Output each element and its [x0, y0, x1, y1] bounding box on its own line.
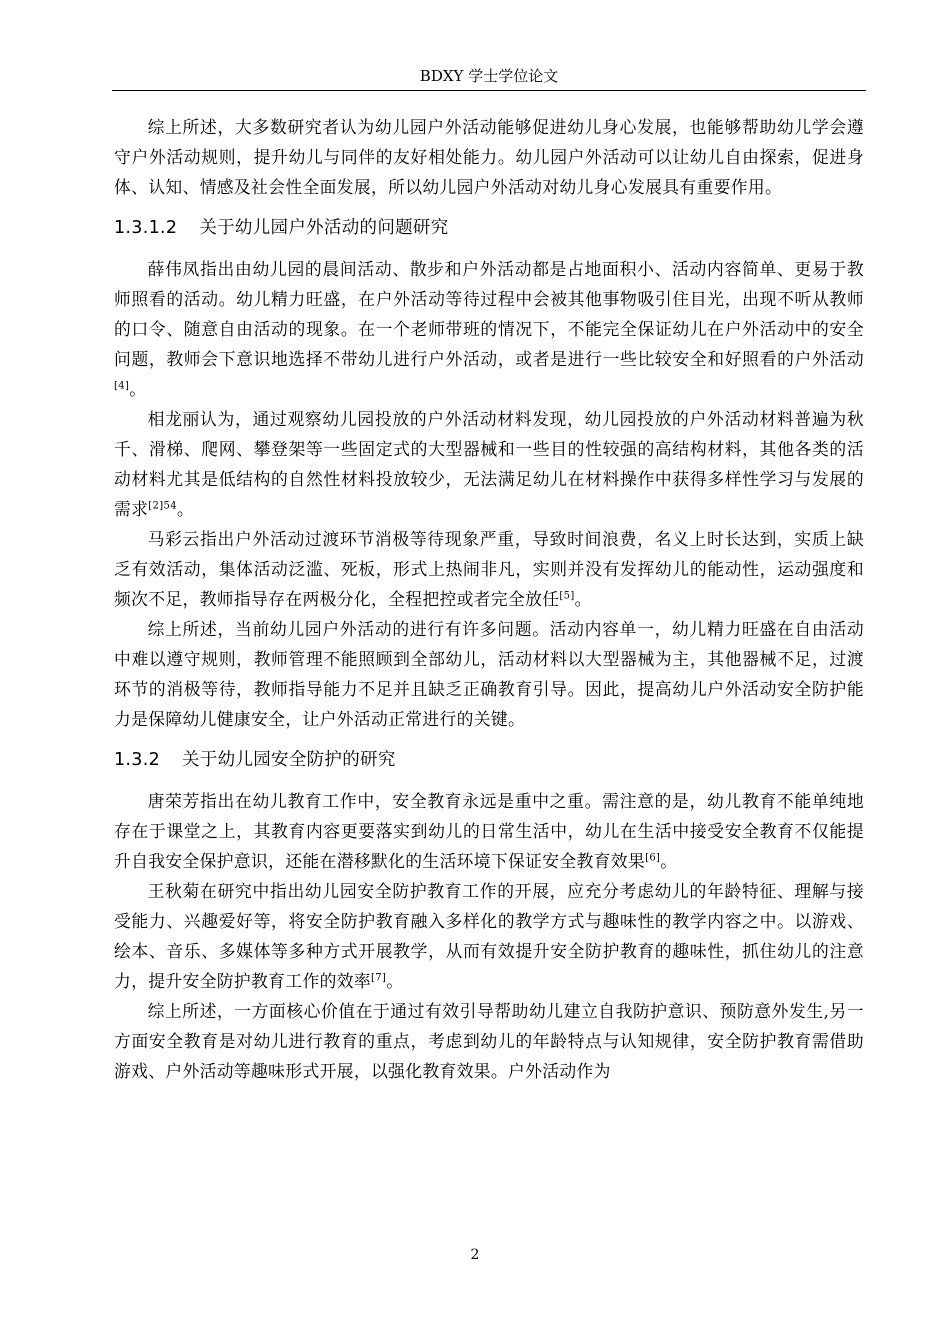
paragraph-end: 。 [574, 589, 592, 609]
section-number: 1.3.1.2 [114, 218, 178, 238]
paragraph-text: 马彩云指出户外活动过渡环节消极等待现象严重，导致时间浪费，名义上时长达到，实质上缺乏有效活动，集体活动泛滥、死板，形式上热闹非凡，实则并没有发挥幼儿的能动性，运动强度和频次不足，教师指导存在两极分化，全程把控或者完全放任 [114, 529, 864, 609]
paragraph-end: 。 [129, 379, 147, 399]
paragraph-text: 王秋菊在研究中指出幼儿园安全防护教育工作的开展，应充分考虑幼儿的年龄特征、理解与接受能力、兴趣爱好等，将安全防护教育融入多样化的教学方式与趣味性的教学内容之中。以游戏、绘本、音乐、多媒体等多种方式开展教学，从而有效提升安全防护教育的趣味性，抓住幼儿的注意力，提升安全防护教育工作的效率 [114, 881, 864, 991]
paragraph-end: 。 [386, 971, 404, 991]
page-body [114, 112, 864, 1086]
paragraph-end: 。 [660, 851, 678, 871]
citation-ref: [5] [559, 590, 575, 602]
paragraph-ma [114, 524, 864, 614]
section-heading-1-3-1-2 [114, 213, 864, 243]
paragraph-wang [114, 876, 864, 996]
paragraph-text: 唐荣芳指出在幼儿教育工作中，安全教育永远是重中之重。需注意的是，幼儿教育不能单纯地存在于课堂之上，其教育内容更要落实到幼儿的日常生活中，幼儿在生活中接受安全教育不仅能提升自我安全保护意识，还能在潜移默化的生活环境下保证安全教育效果 [114, 791, 864, 871]
citation-ref: [4] [114, 380, 130, 392]
paragraph-xiang [114, 404, 864, 524]
paragraph-summary-2: 综上所述，当前幼儿园户外活动的进行有许多问题。活动内容单一，幼儿精力旺盛在自由活动中难以遵守规则，教师管理不能照顾到全部幼儿，活动材料以大型器械为主，其他器械不足，过渡环节的消极等待，教师指导能力不足并且缺乏正确教育引导。因此，提高幼儿户外活动安全防护能力是保障幼儿健康安全，让户外活动正常进行的关键。 [114, 619, 864, 729]
section-heading-1-3-2 [114, 745, 864, 775]
running-header: BDXY 学士学位论文 [419, 67, 559, 85]
paragraph-summary-3: 综上所述，一方面核心价值在于通过有效引导帮助幼儿建立自我防护意识、预防意外发生,另一方面安全教育是对幼儿进行教育的重点，考虑到幼儿的年龄特点与认知规律，安全防护教育需借助游戏、户外活动等趣味形式开展，以强化教育效果。户外活动作为 [114, 1001, 864, 1081]
paragraph-end: 。 [176, 499, 195, 519]
section-title: 关于幼儿园安全防护的研究 [182, 750, 396, 770]
paragraph-text: 相龙丽认为，通过观察幼儿园投放的户外活动材料发现，幼儿园投放的户外活动材料普遍为秋千、滑梯、爬网、攀登架等一些固定式的大型器械和一些目的性较强的高结构材料，其他各类的活动材料尤其是低结构的自然性材料投放较少，无法满足幼儿在材料操作中获得多样性学习与发展的需求 [114, 409, 864, 519]
header-divider [112, 90, 866, 91]
paragraph-tang [114, 786, 864, 876]
paragraph-xue [114, 254, 864, 404]
paragraph-text: 薛伟凤指出由幼儿园的晨间活动、散步和户外活动都是占地面积小、活动内容简单、更易于教师照看的活动。幼儿精力旺盛，在户外活动等待过程中会被其他事物吸引住目光，出现不听从教师的口令、随意自由活动的现象。在一个老师带班的情况下，不能完全保证幼儿在户外活动中的安全问题，教师会下意识地选择不带幼儿进行户外活动，或者是进行一些比较安全和好照看的户外活动 [114, 259, 864, 369]
page-number: 2 [470, 1247, 480, 1263]
paragraph-summary-1: 综上所述，大多数研究者认为幼儿园户外活动能够促进幼儿身心发展，也能够帮助幼儿学会遵守户外活动规则，提升幼儿与同伴的友好相处能力。幼儿园户外活动可以让幼儿自由探索，促进身体、认知、情感及社会性全面发展，所以幼儿园户外活动对幼儿身心发展具有重要作用。 [114, 117, 864, 197]
citation-ref: [6] [645, 852, 661, 864]
section-number: 1.3.2 [114, 750, 161, 770]
citation-ref: [2]54 [148, 500, 177, 512]
citation-ref: [7] [370, 972, 387, 984]
section-title: 关于幼儿园户外活动的问题研究 [199, 218, 449, 238]
